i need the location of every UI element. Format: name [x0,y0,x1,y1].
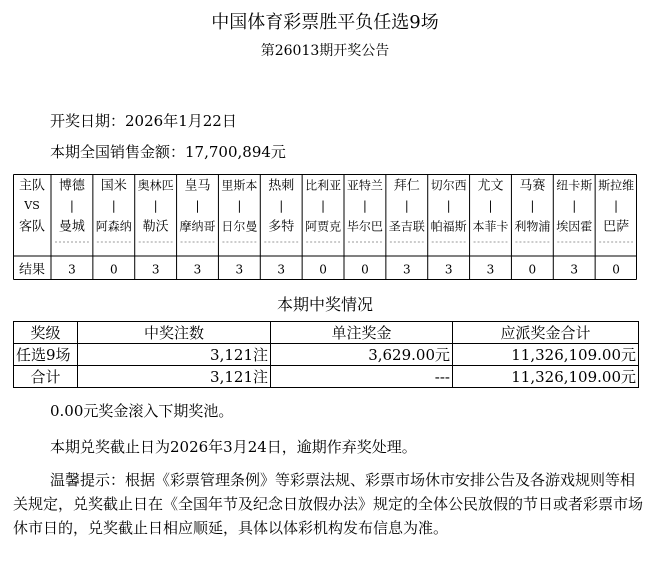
reminder-notice: 温馨提示：根据《彩票管理条例》等彩票法规、彩票市场休市安排公告及各游戏规则等相关规定，兑奖截止日在《全国年节及纪念日放假办法》规定的全体公民放假的节日或者彩票市场休市日的，兑奖截止日相应顺延，具体以体彩机构发布信息为准。 [13,471,644,537]
match-table [13,174,637,280]
prize-table-header [14,322,639,344]
home-team: 纽卡斯 [556,178,593,193]
header-prize-level: 奖级 [14,322,78,344]
away-team: 圣吉联 [388,219,425,234]
away-team: 摩纳哥 [179,219,216,234]
single-prize: 3,629.00元 [271,344,453,366]
match-result: 3 [151,262,160,277]
match-result: 0 [612,262,620,277]
prize-table [13,321,639,388]
table-row [14,344,639,366]
home-team: 皇马 [184,178,211,194]
total-prize: 11,326,109.00元 [453,366,639,388]
match-result: 0 [109,262,118,277]
away-team: 本菲卡 [472,219,509,234]
match-result: 3 [235,262,244,277]
away-team: 利物浦 [514,219,551,234]
away-team: 毕尔巴 [346,219,383,234]
draw-date-label: 开奖日期： [50,112,126,130]
home-team: 斯拉维 [598,178,635,193]
match-result: 3 [68,262,76,277]
match-result: 0 [361,262,369,277]
home-team: 比利亚 [305,178,342,193]
match-result: 3 [402,262,411,277]
row-label-vs: VS [24,199,40,212]
away-team: 曼城 [58,219,85,235]
winner-count: 3,121注 [78,366,271,388]
vs-mark: | [488,198,493,213]
vs-mark: | [195,198,200,213]
vs-mark: | [404,198,409,213]
match-result: 0 [319,262,327,277]
sales-amount: 17,700,894元 [185,143,286,161]
deadline-note: 本期兑奖截止日为2026年3月24日，逾期作弃奖处理。 [50,438,417,456]
winner-count: 3,121注 [78,344,271,366]
home-team: 热刺 [268,178,295,194]
vs-mark: | [362,198,367,213]
match-result: 3 [570,262,579,277]
sales-label: 本期全国销售金额： [50,143,186,161]
away-team: 阿森纳 [95,219,132,234]
match-result: 0 [528,262,537,277]
vs-mark: | [69,198,74,213]
home-team: 切尔西 [430,178,467,193]
single-prize: --- [271,366,453,388]
rollover-note: 0.00元奖金滚入下期奖池。 [50,402,234,420]
away-team: 勒沃 [142,219,169,235]
vs-mark: | [446,198,451,213]
match-result: 3 [277,262,286,277]
header-single-prize: 单注奖金 [271,322,453,344]
away-team: 日尔曼 [221,219,258,234]
vs-mark: | [614,198,619,213]
vs-mark: | [572,198,577,213]
row-label-home: 主队 [18,178,46,194]
prize-level: 任选9场 [14,344,78,366]
match-grid-text [19,178,634,278]
draw-date-value: 2026年1月22日 [125,112,237,130]
away-team: 巴萨 [603,219,630,235]
home-team: 奥林匹 [137,178,174,193]
vs-mark: | [111,198,116,213]
total-prize: 11,326,109.00元 [453,344,639,366]
away-team: 埃因霍 [556,219,593,234]
draw-date-line [50,110,237,131]
sales-line [50,141,286,162]
vs-mark: | [153,198,158,213]
header-winner-count: 中奖注数 [78,322,271,344]
vs-mark: | [530,198,535,213]
match-result: 3 [444,262,453,277]
away-team: 阿贾克 [305,219,342,234]
away-team: 多特 [268,219,295,235]
home-team: 拜仁 [393,178,420,194]
prize-heading: 本期中奖情况 [276,295,373,314]
row-label-away: 客队 [18,219,46,235]
page-title: 中国体育彩票胜平负任选9场 [211,12,439,33]
home-team: 博德 [58,178,85,194]
vs-mark: | [237,198,242,213]
match-result: 3 [486,262,495,277]
vs-mark: | [279,198,284,213]
row-label-result: 结果 [18,262,46,278]
header-total-prize: 应派奖金合计 [453,322,639,344]
home-team: 里斯本 [221,178,258,193]
away-team: 帕福斯 [430,219,467,234]
match-result: 3 [193,262,202,277]
home-team: 亚特兰 [346,178,383,193]
prize-level: 合计 [14,366,78,388]
home-team: 马赛 [519,178,546,194]
vs-mark: | [321,198,326,213]
issue-subtitle: 第26013期开奖公告 [260,43,390,59]
home-team: 尤文 [477,178,504,194]
table-row [14,366,639,388]
home-team: 国米 [100,178,127,194]
